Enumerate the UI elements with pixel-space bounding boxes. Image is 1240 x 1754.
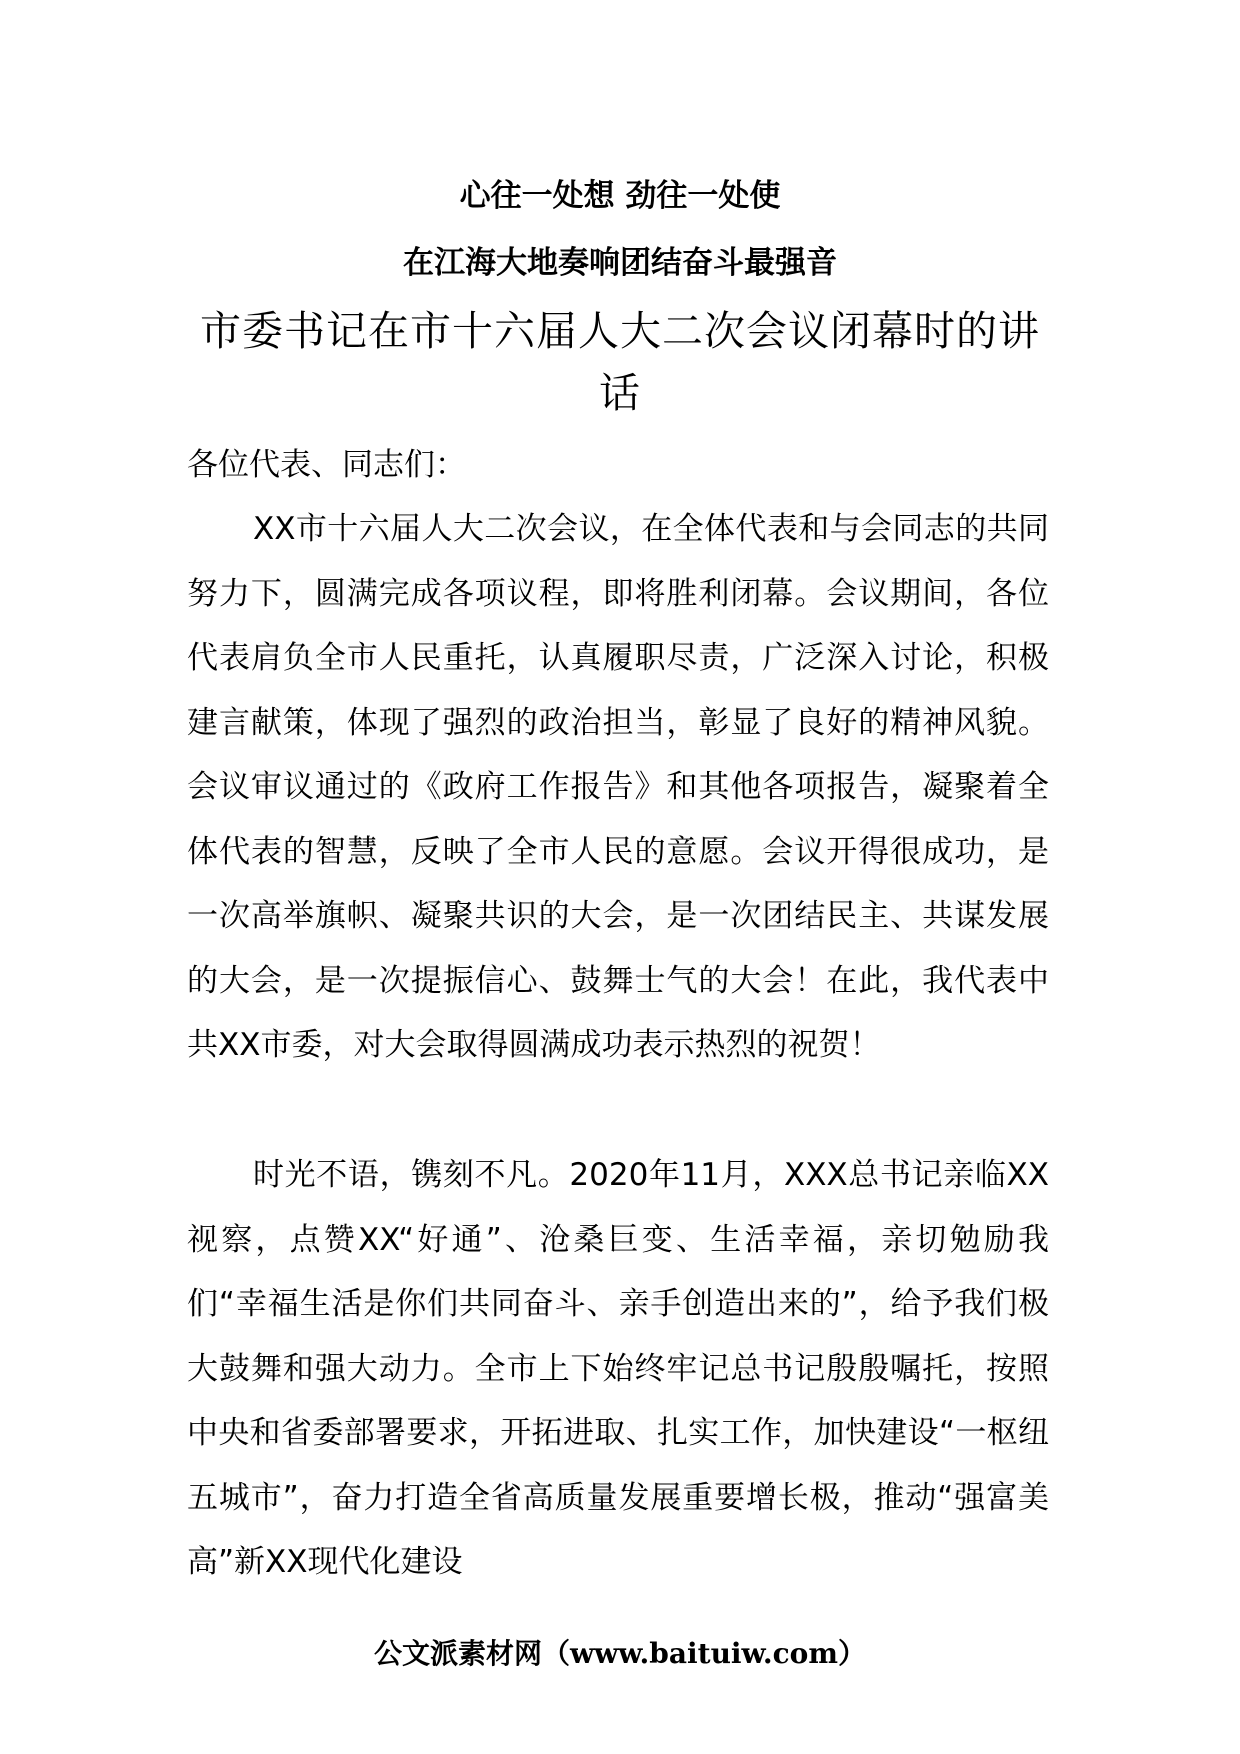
subtitle-line-2: 在江海大地奏响团结奋斗最强音 bbox=[403, 245, 837, 281]
salutation: 各位代表、同志们： bbox=[187, 447, 466, 483]
footer-watermark: 公文派素材网（www.baituiw.com） bbox=[374, 1637, 866, 1670]
paragraph-2: 时光不语，镌刻不凡。2020年11月，XXX总书记亲临XX视察，点赞XX“好通”、沧桑巨变、生活幸福，亲切勉励我们“幸福生活是你们共同奋斗、亲手创造出来的”，给予我们极大鼓舞和强大动力。全市上下始终牢记总书记殷殷嘱托，按照中央和省委部署要求，开拓进取、扎实工作，加快建设“一枢纽五城市”，奋力打造全省高质量发展重要增长极，推动“强富美高”新XX现代化建设 bbox=[187, 1157, 1049, 1580]
paragraph-1: XX市十六届人大二次会议，在全体代表和与会同志的共同努力下，圆满完成各项议程，即将胜利闭幕。会议期间，各位代表肩负全市人民重托，认真履职尽责，广泛深入讨论，积极建言献策，体现了强烈的政治担当，彰显了良好的精神风貌。会议审议通过的《政府工作报告》和其他各项报告，凝聚着全体代表的智慧，反映了全市人民的意愿。会议开得很成功，是一次高举旗帜、凝聚共识的大会，是一次团结民主、共谋发展的大会，是一次提振信心、鼓舞士气的大会！在此，我代表中共XX市委，对大会取得圆满成功表示热烈的祝贺！ bbox=[187, 511, 1049, 1063]
document-title: 市委书记在市十六届人大二次会议闭幕时的讲话 bbox=[200, 307, 1040, 417]
subtitle-line-1: 心往一处想 劲往一处使 bbox=[459, 178, 781, 214]
